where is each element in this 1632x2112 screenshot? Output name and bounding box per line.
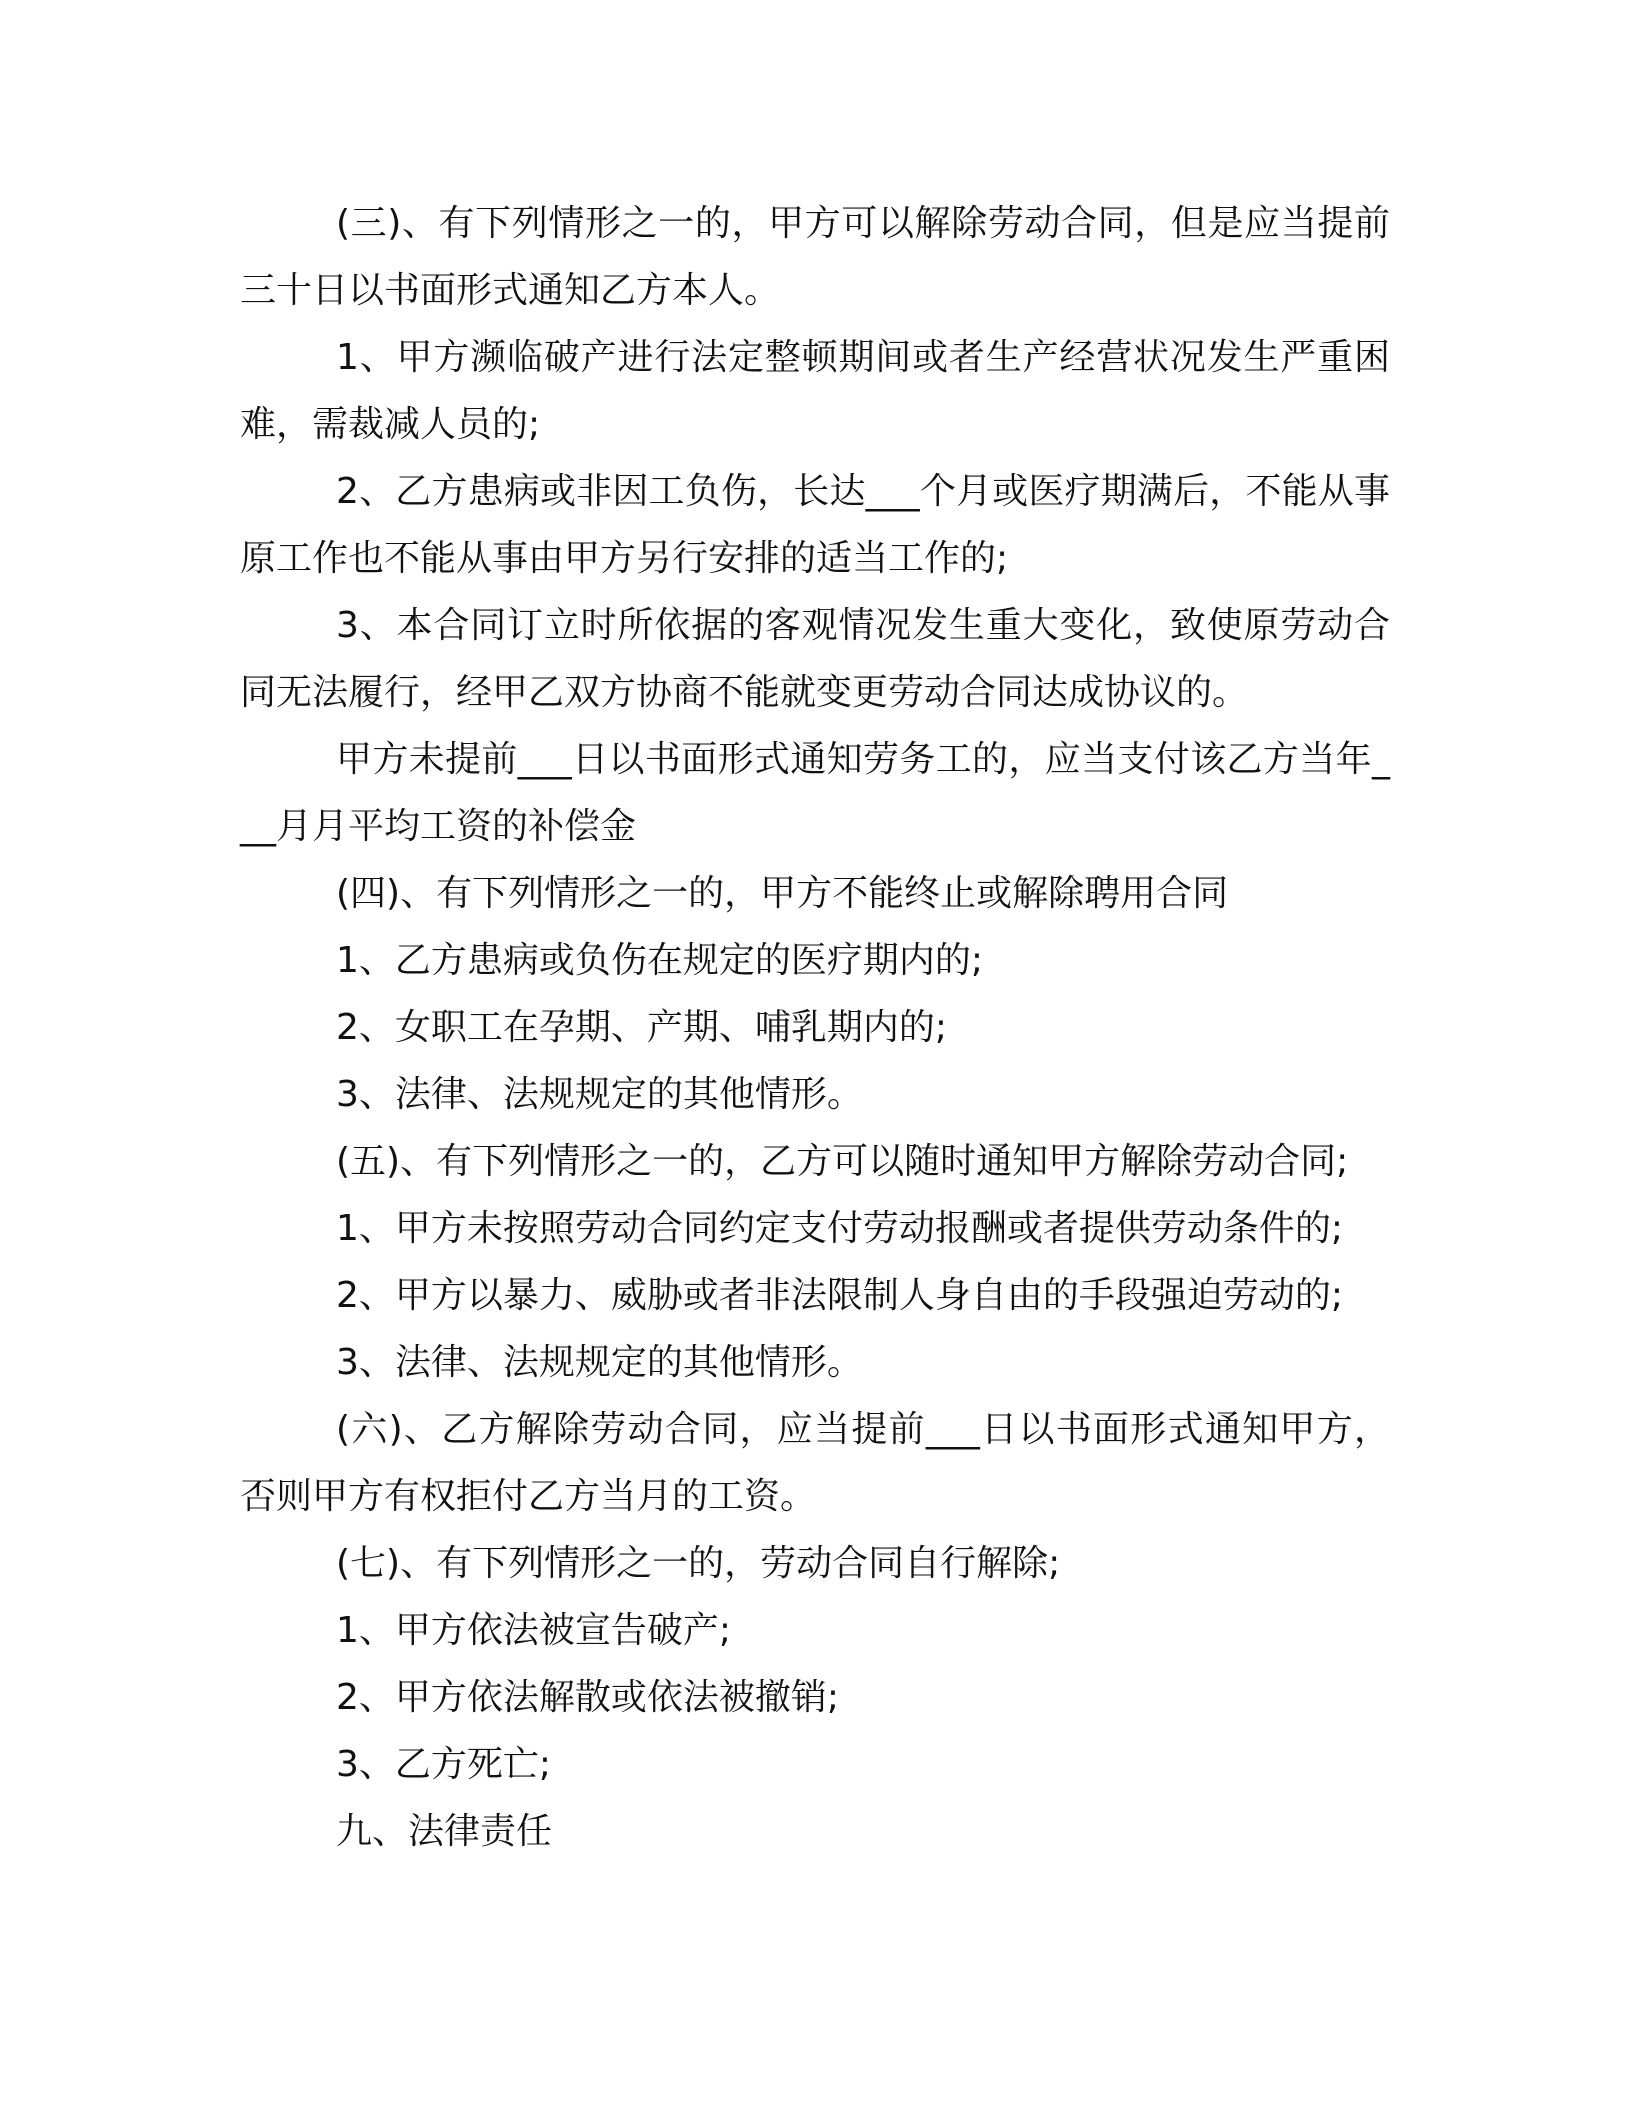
paragraph-section-5-intro: (五)、有下列情形之一的，乙方可以随时通知甲方解除劳动合同; <box>336 1141 1349 1182</box>
paragraph-item-1-declared-bankrupt: 1、甲方依法被宣告破产; <box>336 1610 732 1651</box>
paragraph-item-3-other: 3、法律、法规规定的其他情形。 <box>336 1074 863 1115</box>
section-heading-legal-liability: 九、法律责任 <box>336 1811 553 1852</box>
paragraph-item-2-dissolved: 2、甲方依法解散或依法被撤销; <box>336 1677 840 1718</box>
paragraph-item-3-other-2: 3、法律、法规规定的其他情形。 <box>336 1342 863 1383</box>
paragraph-section-3-intro: (三)、有下列情形之一的，甲方可以解除劳动合同，但是应当提前三十日以书面形式通知乙方本人。 <box>240 203 1390 311</box>
document-body <box>240 190 1390 1865</box>
paragraph-item-3-death: 3、乙方死亡; <box>336 1744 552 1785</box>
paragraph-section-7-intro: (七)、有下列情形之一的，劳动合同自行解除; <box>336 1543 1061 1584</box>
paragraph-section-6: (六)、乙方解除劳动合同，应当提前___日以书面形式通知甲方，否则甲方有权拒付乙方当月的工资。 <box>240 1409 1390 1517</box>
paragraph-item-1-bankruptcy: 1、甲方濒临破产进行法定整顿期间或者生产经营状况发生严重困难，需裁减人员的; <box>240 337 1390 445</box>
paragraph-item-2-force: 2、甲方以暴力、威胁或者非法限制人身自由的手段强迫劳动的; <box>336 1275 1344 1316</box>
paragraph-item-1-payment: 1、甲方未按照劳动合同约定支付劳动报酬或者提供劳动条件的; <box>336 1208 1344 1249</box>
paragraph-item-1-medical: 1、乙方患病或负伤在规定的医疗期内的; <box>336 940 984 981</box>
paragraph-compensation: 甲方未提前___日以书面形式通知劳务工的，应当支付该乙方当年___月月平均工资的补偿金 <box>240 739 1390 847</box>
paragraph-section-4-intro: (四)、有下列情形之一的，甲方不能终止或解除聘用合同 <box>336 873 1229 914</box>
paragraph-item-3-change: 3、本合同订立时所依据的客观情况发生重大变化，致使原劳动合同无法履行，经甲乙双方协商不能就变更劳动合同达成协议的。 <box>240 605 1390 713</box>
paragraph-item-2-pregnancy: 2、女职工在孕期、产期、哺乳期内的; <box>336 1007 948 1048</box>
paragraph-item-2-illness: 2、乙方患病或非因工负伤，长达___个月或医疗期满后，不能从事原工作也不能从事由甲方另行安排的适当工作的; <box>240 471 1390 579</box>
